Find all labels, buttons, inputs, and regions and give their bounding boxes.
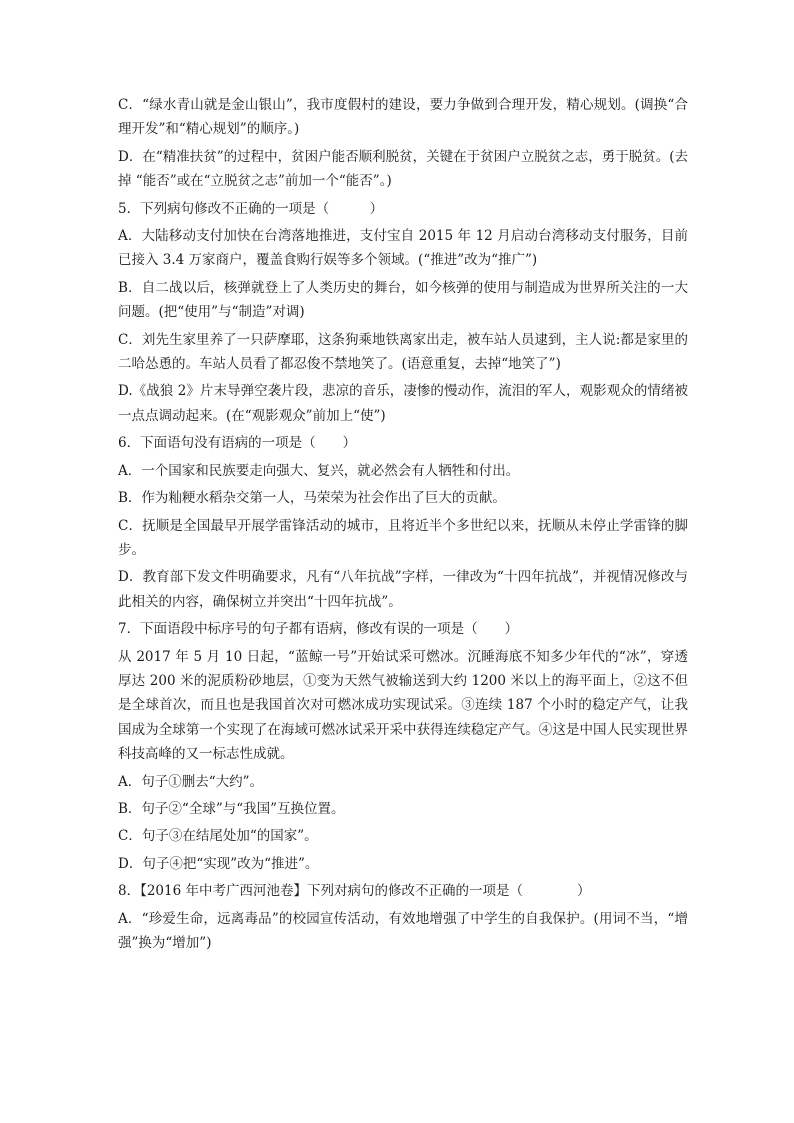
question-7-option-b: B．句子②“全球”与“我国”互换位置。 — [118, 800, 345, 817]
question-7-option-c: C．句子③在结尾处加“的国家”。 — [118, 828, 318, 845]
question-6-option-b: B．作为籼粳水稻杂交第一人，马荣荣为社会作出了巨大的贡献。 — [118, 490, 506, 507]
question-5-option-a: A．大陆移动支付加快在台湾落地推进，支付宝自 2015 年 12 月启动台湾移动支付服务，目前已接入 3.4 万家商户，覆盖食购行娱等多个领域。(“推进”改为“推广”) — [118, 228, 688, 269]
question-7-option-d: D．句子④把“实现”改为“推进”。 — [118, 855, 319, 872]
question-8-option-a: A．“珍爱生命，远离毒品”的校园宣传活动，有效地增强了中学生的自我保护。(用词不当，“增强”换为“增加”) — [118, 910, 688, 951]
question-5-option-b: B．自二战以后，核弹就登上了人类历史的舞台，如今核弹的使用与制造成为世界所关注的一大问题。(把“使用”与“制造”对调) — [118, 279, 688, 321]
question-6-stem: 6．下面语句没有语病的一项是（ ） — [118, 435, 357, 452]
option-d-paragraph: D．在“精准扶贫”的过程中，贫困户能否顺利脱贫，关键在于贫困户立脱贫之志，勇于脱贫。(去掉 “能否”或在“立脱贫之志”前加一个“能否”。) — [118, 148, 688, 190]
question-7-option-a: A．句子①删去“大约”。 — [118, 773, 264, 790]
option-c-paragraph: C．“绿水青山就是金山银山”，我市度假村的建设，要力争做到合理开发，精心规划。(调换“合理开发”和“精心规划”的顺序。) — [118, 97, 688, 138]
question-5-stem: 5．下列病句修改不正确的一项是（ ） — [118, 200, 384, 217]
question-8-stem: 8．【2016 年中考广西河池卷】下列对病句的修改不正确的一项是（ ） — [118, 883, 591, 900]
question-7-passage: 从 2017 年 5 月 10 日起，“蓝鲸一号”开始试采可燃冰。沉睡海底不知多少年代的“冰”，穿透厚达 200 米的泥质粉砂地层，①变为天然气被输送到大约 1200 米以上的海平面上，②这不但是全球首次，而且也是我国首次对可燃冰成功实现试采。③连续 187 个小时的稳定产气，让我国成为全球第一个实现了在海域可燃冰试采开采中获得连续稳定产气。④这是中国人民实现世界科技高峰的又一标志性成就。 — [118, 648, 688, 763]
question-5-option-c: C．刘先生家里养了一只萨摩耶，这条狗乘地铁离家出走，被车站人员逮到，主人说:都是家里的二哈怂恿的。车站人员看了都忍俊不禁地笑了。(语意重复，去掉“地笑了”) — [118, 331, 688, 373]
question-7-stem: 7．下面语段中标序号的句子都有语病，修改有误的一项是（ ） — [118, 621, 519, 638]
question-6-option-d: D．教育部下发文件明确要求，凡有“八年抗战”字样，一律改为“十四年抗战”，并视情况修改与此相关的内容，确保树立并突出“十四年抗战”。 — [118, 569, 688, 610]
question-5-option-d: D.《战狼 2》片末导弹空袭片段，悲凉的音乐，凄惨的慢动作，流泪的军人，观影观众的情绪被一点点调动起来。(在“观影观众”前加上“使”) — [118, 383, 688, 424]
document-body — [118, 93, 688, 958]
question-6-option-a: A．一个国家和民族要走向强大、复兴，就必然会有人牺牲和付出。 — [118, 462, 520, 479]
question-6-option-c: C．抚顺是全国最早开展学雷锋活动的城市，且将近半个多世纪以来，抚顺从未停止学雷锋的脚步。 — [118, 517, 688, 558]
